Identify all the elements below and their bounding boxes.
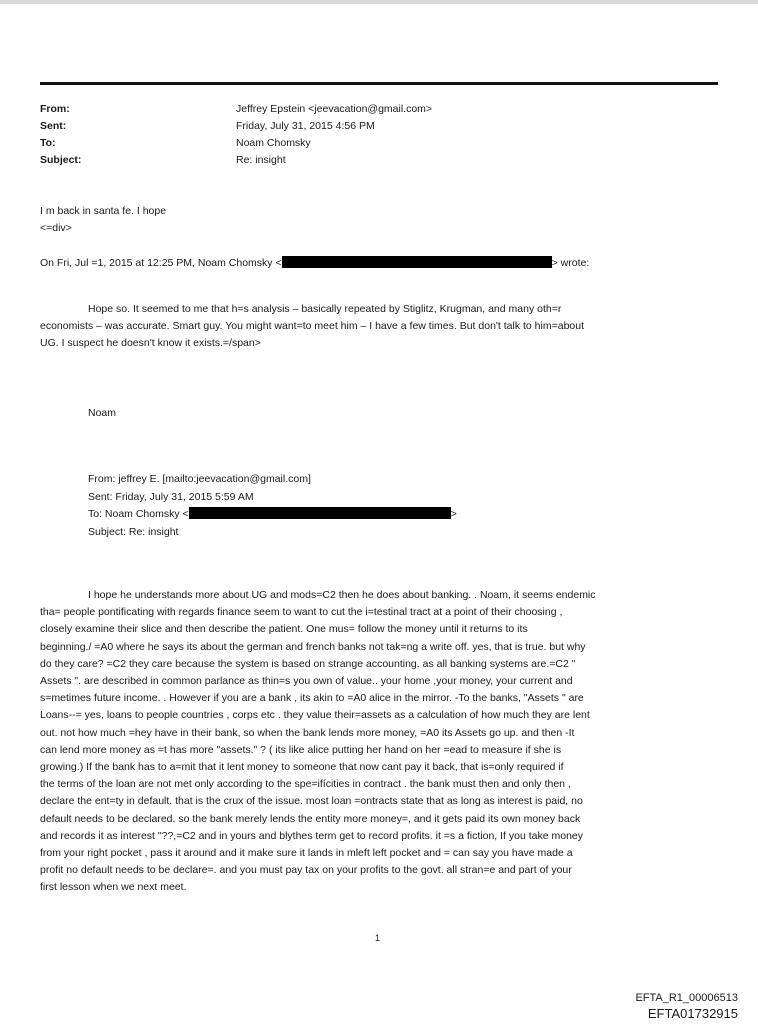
message-line: from your right pocket , pass it around and it make sure it lands in mleft left pocket and = can say you have made a xyxy=(40,847,573,860)
to-label: To: xyxy=(40,137,56,149)
from-value: Jeffrey Epstein <jeevacation@gmail.com> xyxy=(236,103,433,115)
redaction-bar xyxy=(282,256,552,268)
message-line: I hope he understands more about UG and mods=C2 then he does about banking. . Noam, it seems endemic xyxy=(88,589,596,601)
header-to-row xyxy=(40,135,700,152)
forwarded-to-close: > xyxy=(450,508,457,520)
reply-line-1: I m back in santa fe. I hope xyxy=(40,205,167,217)
from-label: From: xyxy=(40,103,70,115)
top-edge-line xyxy=(0,0,758,4)
sent-value: Friday, July 31, 2015 4:56 PM xyxy=(236,120,375,132)
forwarded-sent: Sent: Friday, July 31, 2015 5:59 AM xyxy=(88,490,254,503)
message-line: do they care? =C2 they care because the system is based on strange accounting. as all banking systems are.=C2 " xyxy=(40,657,576,670)
message-line: beginning./ =A0 where he says its about the german and french banks not tak=ng a write off. yes, that is true. but why xyxy=(40,640,586,653)
chomsky-signature: Noam xyxy=(88,407,117,419)
message-line: s=metimes future income. . However if you are a bank , its akin to =A0 alice in the mirror. -To the banks, "Assets " are xyxy=(40,692,584,705)
message-line: out. not how much =hey have in their bank, so when the bank lends more money, =A0 its Assets go up. and then -It xyxy=(40,726,575,739)
redaction-bar xyxy=(189,507,451,519)
message-line: closely examine their slice and then describe the patient. One mus= follow the money until it returns to its xyxy=(40,623,528,636)
message-line: and records it as interest "??,=C2 and in yours and blythes term get to record profits. it =s a fiction, If you take money xyxy=(40,829,584,842)
forwarded-to-text: To: Noam Chomsky < xyxy=(88,508,189,520)
message-line: first lesson when we next meet. xyxy=(40,881,187,894)
reply-line-2: <=div> xyxy=(40,222,72,234)
bates-number-2: EFTA01732915 xyxy=(647,1006,738,1021)
forwarded-subject: Subject: Re: insight xyxy=(88,525,179,538)
message-line: Loans--= yes, loans to people countries , corps etc . they value their=assets as a calculation of how much they are lent xyxy=(40,709,590,722)
message-line: declare the ent=ty in default. that is the crux of the issue. most loan =ontracts state that as long as interest is paid, no xyxy=(40,795,583,808)
forwarded-header xyxy=(88,471,457,541)
chomsky-message xyxy=(40,301,584,353)
sent-label: Sent: xyxy=(40,120,67,132)
reply-body xyxy=(40,203,166,237)
message-line: UG. I suspect he doesn't know it exists.=/span> xyxy=(40,337,261,350)
message-line: the terms of the loan are not met only according to the spe=ifícities in contract . the bank must then and only then , xyxy=(40,778,571,791)
message-line: Hope so. It seemed to me that h=s analysis – basically repeated by Stiglitz, Krugman, and many oth=r xyxy=(88,303,562,315)
message-line: Assets ". are described in common parlance as thin=s you own of value.. your home ,your money, your current and xyxy=(40,675,573,688)
forwarded-from: From: jeffrey E. [mailto:jeevacation@gmail.com] xyxy=(88,473,311,485)
header-from-row xyxy=(40,101,700,118)
page-number: 1 xyxy=(375,933,381,943)
message-line: growing.) If the bank has to a=mit that it lent money to someone that now cant pay it back, that is=only required if xyxy=(40,761,564,774)
header-subject-row xyxy=(40,152,700,169)
email-header xyxy=(40,101,700,169)
message-line: profit no default needs to be declare=. and you must pay tax on your profits to the govt. all stran=e and part of your xyxy=(40,864,572,877)
subject-label: Subject: xyxy=(40,154,82,166)
message-line: can lend more money as =t has more "assets." ? ( its like alice putting her hand on her =ead to measure if she is xyxy=(40,743,562,756)
header-sent-row xyxy=(40,118,700,135)
subject-value: Re: insight xyxy=(236,154,286,166)
to-value: Noam Chomsky xyxy=(236,137,311,149)
header-rule xyxy=(40,82,718,85)
quote-intro xyxy=(40,255,589,272)
message-line: default needs to be declared. so the bank merely lends the entity more money=, and it gets paid its own money back xyxy=(40,812,581,825)
message-line: tha= people pontificating with regards finance seem to want to cut the i=testinal tract at a point of their choosing , xyxy=(40,606,563,619)
forwarded-to xyxy=(88,506,457,524)
epstein-message xyxy=(40,587,596,897)
bates-number-1: EFTA_R1_00006513 xyxy=(635,992,738,1004)
quote-intro-wrote: > wrote: xyxy=(551,257,590,269)
message-line: economists – was accurate. Smart guy. You might want=to meet him – I have a few times. But don't talk to him=about xyxy=(40,320,585,333)
quote-intro-text: On Fri, Jul =1, 2015 at 12:25 PM, Noam Chomsky < xyxy=(40,257,282,269)
